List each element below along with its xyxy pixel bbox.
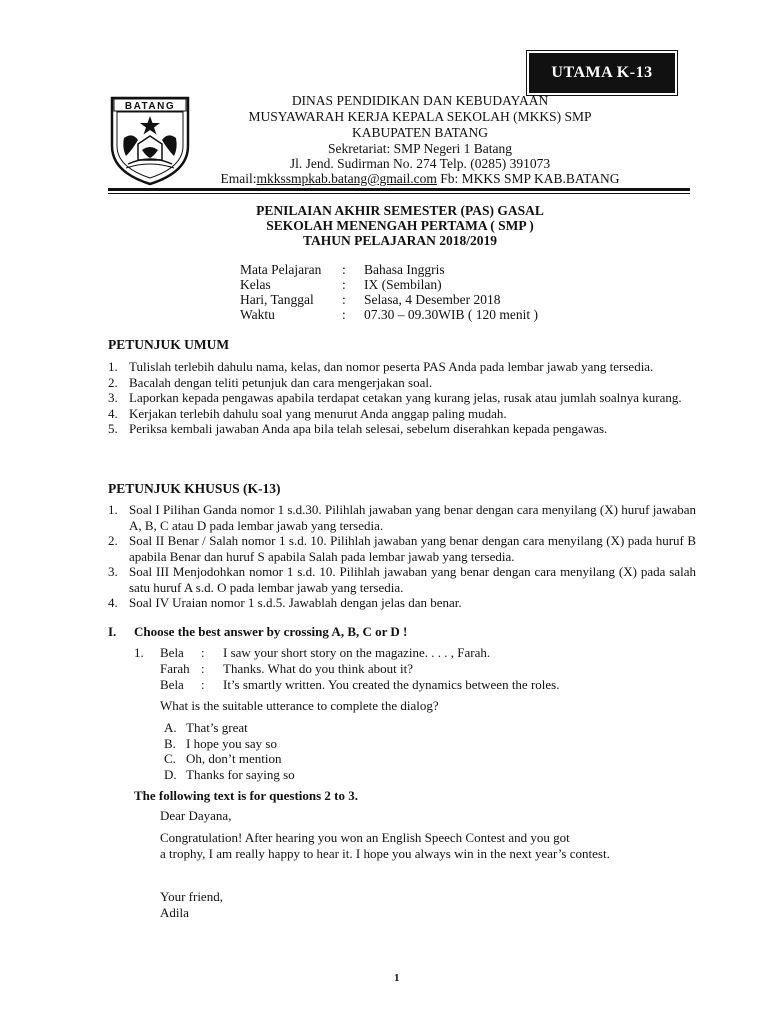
dialog-line: Farah : Thanks. What do you think about it? bbox=[160, 661, 414, 676]
meta-row-subject bbox=[240, 262, 445, 278]
facebook-text: Fb: MKKS SMP KAB.BATANG bbox=[436, 171, 620, 186]
list-item: 3. Laporkan kepada pengawas apabila terdapat cetakan yang kurang jelas, rusak atau jumlah soalnya kurang. bbox=[108, 390, 682, 405]
letter-body-line2: a trophy, I am really happy to hear it. I hope you always win in the next year’s contest. bbox=[160, 846, 610, 861]
section-number: I. bbox=[108, 624, 117, 639]
special-instructions-list bbox=[108, 502, 696, 611]
meta-key: Kelas bbox=[240, 277, 271, 292]
meta-value: IX (Sembilan) bbox=[364, 277, 442, 292]
letterhead-org: MUSYAWARAH KERJA KEPALA SEKOLAH (MKKS) SMP bbox=[248, 109, 592, 124]
option-a: A. That’s great bbox=[164, 720, 248, 735]
list-item: 3. Soal III Menjodohkan nomor 1 s.d. 10. Pilihlah jawaban yang benar dengan cara menyilang (X) pada salah satu huruf A s.d. O pada lembar jawab yang tersedia. bbox=[108, 564, 696, 595]
list-item: 2. Soal II Benar / Salah nomor 1 s.d. 10. Pilihlah jawaban yang benar dengan cara menyilang (X) pada huruf B apabila Benar dan huruf S apabila Salah pada lembar jawab yang tersedia. bbox=[108, 533, 696, 564]
page-number: 1 bbox=[394, 972, 400, 984]
letter-body-line1: Congratulation! After hearing you won an English Speech Contest and you got bbox=[160, 830, 570, 845]
email-link[interactable]: mkkssmpkab.batang@gmail.com bbox=[256, 171, 437, 186]
speaker: Farah bbox=[160, 661, 190, 676]
letter-sender: Adila bbox=[160, 905, 189, 920]
letter-closing: Your friend, bbox=[160, 889, 223, 904]
exam-title: PENILAIAN AKHIR SEMESTER (PAS) GASAL bbox=[256, 203, 544, 218]
speaker: Bela bbox=[160, 645, 184, 660]
special-instructions-heading: PETUNJUK KHUSUS (K-13) bbox=[108, 481, 281, 496]
exam-year: TAHUN PELAJARAN 2018/2019 bbox=[302, 233, 497, 248]
list-item: 5. Periksa kembali jawaban Anda apa bila telah selesai, sebelum diserahkan kepada pengawas. bbox=[108, 421, 608, 436]
list-item: 4. Soal IV Uraian nomor 1 s.d.5. Jawablah dengan jelas dan benar. bbox=[108, 595, 462, 610]
answer-options bbox=[164, 720, 295, 782]
email-label: Email: bbox=[220, 171, 257, 186]
speaker: Bela bbox=[160, 677, 184, 692]
option-b: B. I hope you say so bbox=[164, 735, 277, 751]
exam-school-level: SEKOLAH MENENGAH PERTAMA ( SMP ) bbox=[266, 218, 534, 233]
general-instructions-list bbox=[108, 359, 696, 437]
meta-colon: : bbox=[342, 307, 346, 322]
dialog-line: Bela : I saw your short story on the magazine. . . . , Farah. bbox=[160, 645, 491, 660]
meta-colon: : bbox=[342, 262, 346, 277]
meta-row-date bbox=[240, 292, 500, 308]
meta-key: Waktu bbox=[240, 307, 275, 322]
list-item: 1. Soal I Pilihan Ganda nomor 1 s.d.30. Pilihlah jawaban yang benar dengan cara menyilang (X) huruf jawaban A, B, C atau D pada lembar jawab yang tersedia. bbox=[108, 502, 696, 533]
general-instructions-heading: PETUNJUK UMUM bbox=[108, 337, 230, 352]
meta-row-time bbox=[240, 307, 538, 323]
meta-row-class bbox=[240, 277, 442, 293]
meta-value: Bahasa Inggris bbox=[364, 262, 445, 277]
dialog bbox=[160, 645, 680, 693]
header-rule-thin bbox=[108, 193, 690, 194]
option-c: C. Oh, don’t mention bbox=[164, 751, 282, 766]
letterhead-agency: DINAS PENDIDIKAN DAN KEBUDAYAAN bbox=[291, 93, 549, 108]
list-item: 4. Kerjakan terlebih dahulu soal yang menurut Anda anggap paling mudah. bbox=[108, 405, 507, 421]
dialog-line: Bela : It’s smartly written. You created the dynamics between the roles. bbox=[160, 677, 560, 692]
list-item: 1. Tulislah terlebih dahulu nama, kelas, dan nomor peserta PAS Anda pada lembar jawab yang tersedia. bbox=[108, 359, 654, 374]
meta-key: Hari, Tanggal bbox=[240, 292, 314, 307]
option-d: D. Thanks for saying so bbox=[164, 766, 295, 782]
question-number: 1. bbox=[134, 645, 144, 660]
meta-colon: : bbox=[342, 292, 346, 307]
list-item: 2. Bacalah dengan teliti petunjuk dan cara mengerjakan soal. bbox=[108, 374, 433, 390]
question-text: What is the suitable utterance to complete the dialog? bbox=[160, 698, 439, 713]
letterhead-address: Jl. Jend. Sudirman No. 274 Telp. (0285) 391073 bbox=[289, 156, 551, 171]
text-intro: The following text is for questions 2 to 3. bbox=[134, 788, 359, 803]
section-instruction: Choose the best answer by crossing A, B, C or D ! bbox=[134, 624, 408, 639]
letterhead-region: KABUPATEN BATANG bbox=[351, 125, 489, 140]
letterhead-contact bbox=[170, 171, 670, 187]
letter-greeting: Dear Dayana, bbox=[160, 808, 232, 823]
meta-key: Mata Pelajaran bbox=[240, 262, 322, 277]
exam-type-badge: UTAMA K-13 bbox=[530, 54, 674, 92]
logo-text: BATANG bbox=[124, 101, 176, 112]
meta-value: Selasa, 4 Desember 2018 bbox=[364, 292, 501, 307]
meta-colon: : bbox=[342, 277, 346, 292]
meta-value: 07.30 – 09.30WIB ( 120 menit ) bbox=[364, 307, 538, 322]
header-rule-thick bbox=[108, 188, 690, 191]
letterhead-secretariat: Sekretariat: SMP Negeri 1 Batang bbox=[328, 141, 512, 156]
